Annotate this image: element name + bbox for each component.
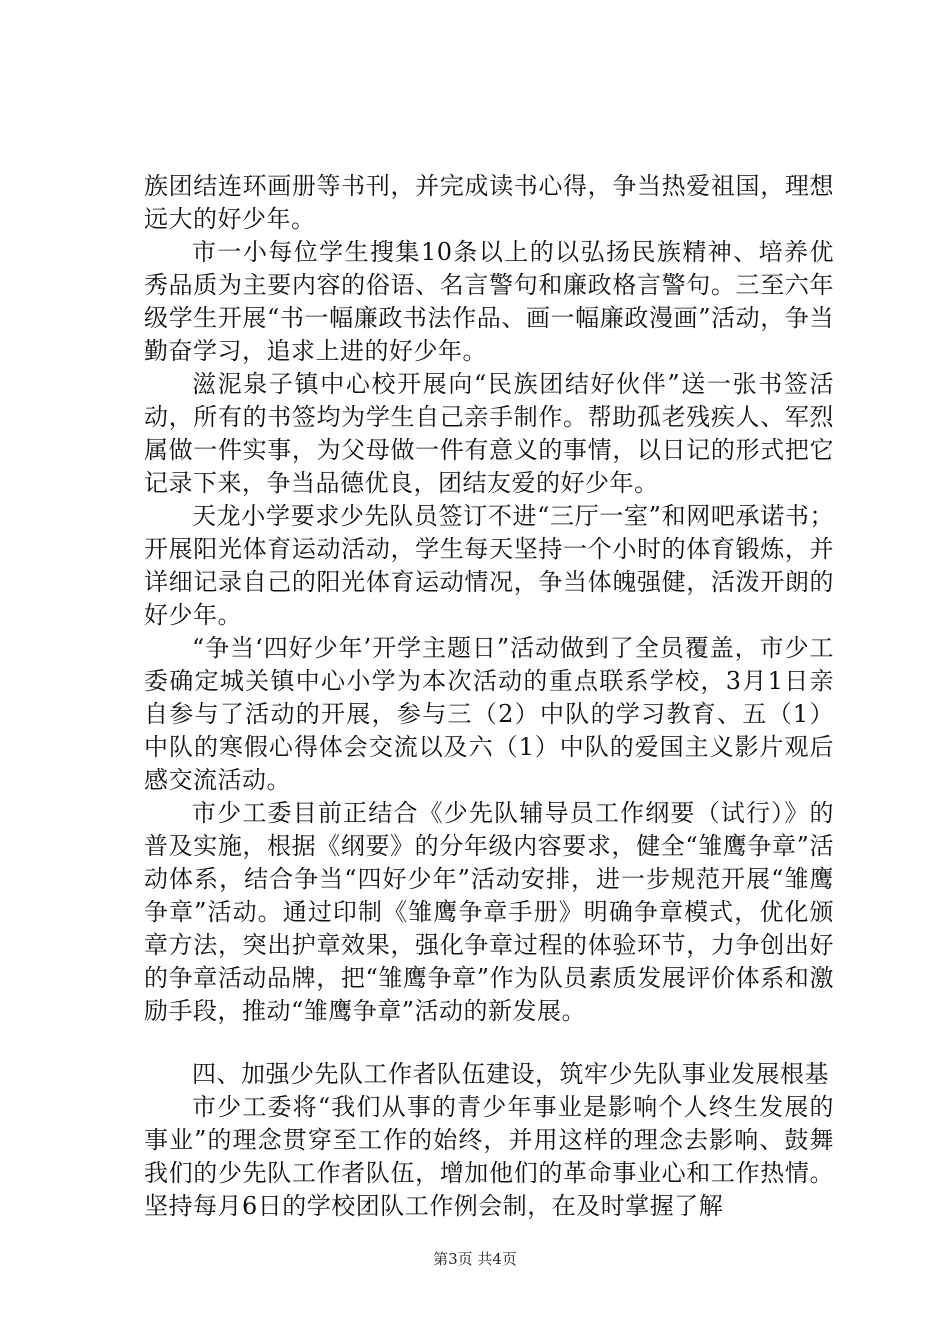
page-number-footer: 第3页 共4页 — [433, 1250, 517, 1268]
document-body — [144, 170, 834, 1223]
paragraph-tianlong: 天龙小学要求少先队员签订不进“三厅一室”和网吧承诺书；开展阳光体育运动活动，学生每天坚持一个小时的体育锻炼，并详细记录自己的阳光体育运动情况，争当体魄强健，活泼开朗的好少年。 — [144, 502, 834, 629]
paragraph-shiyixiao: 市一小每位学生搜集10条以上的以弘扬民族精神、培养优秀品质为主要内容的俗语、名言警句和廉政格言警句。三至六年级学生开展“书一幅廉政书法作品、画一幅廉政漫画”活动，争当勤奋学习，追求上进的好少年。 — [144, 238, 834, 365]
paragraph-theme-day: “争当‘四好少年’开学主题日”活动做到了全员覆盖，市少工委确定城关镇中心小学为本次活动的重点联系学校，3月1日亲自参与了活动的开展，参与三（2）中队的学习教育、五（1）中队的寒假心得体会交流以及六（1）中队的爱国主义影片观后感交流活动。 — [144, 634, 834, 794]
paragraph-continued: 族团结连环画册等书刊，并完成读书心得，争当热爱祖国，理想远大的好少年。 — [144, 172, 834, 233]
paragraph-team-building: 市少工委将“我们从事的青少年事业是影响个人终生发展的事业”的理念贯穿至工作的始终，并用这样的理念去影响、鼓舞我们的少先队工作者队伍，增加他们的革命事业心和工作热情。坚持每月6日的学校团队工作例会制，在及时掌握了解 — [144, 1093, 834, 1220]
paragraph-zinichuanzi: 滋泥泉子镇中心校开展向“民族团结好伙伴”送一张书签活动，所有的书签均为学生自己亲手制作。帮助孤老残疾人、军烈属做一件实事，为父母做一件有意义的事情，以日记的形式把它记录下来，争当品德优良，团结友爱的好少年。 — [144, 370, 834, 497]
section-heading-four: 四、加强少先队工作者队伍建设，筑牢少先队事业发展根基 — [192, 1060, 829, 1088]
paragraph-eagle-badge: 市少工委目前正结合《少先队辅导员工作纲要（试行）》的普及实施，根据《纲要》的分年级内容要求，健全“雏鹰争章”活动体系，结合争当“四好少年”活动安排，进一步规范开展“雏鹰争章”活动。通过印制《雏鹰争章手册》明确争章模式，优化颁章方法，突出护章效果，强化争章过程的体验环节，力争创出好的争章活动品牌，把“雏鹰争章”作为队员素质发展评价体系和激励手段，推动“雏鹰争章”活动的新发展。 — [144, 799, 834, 1025]
